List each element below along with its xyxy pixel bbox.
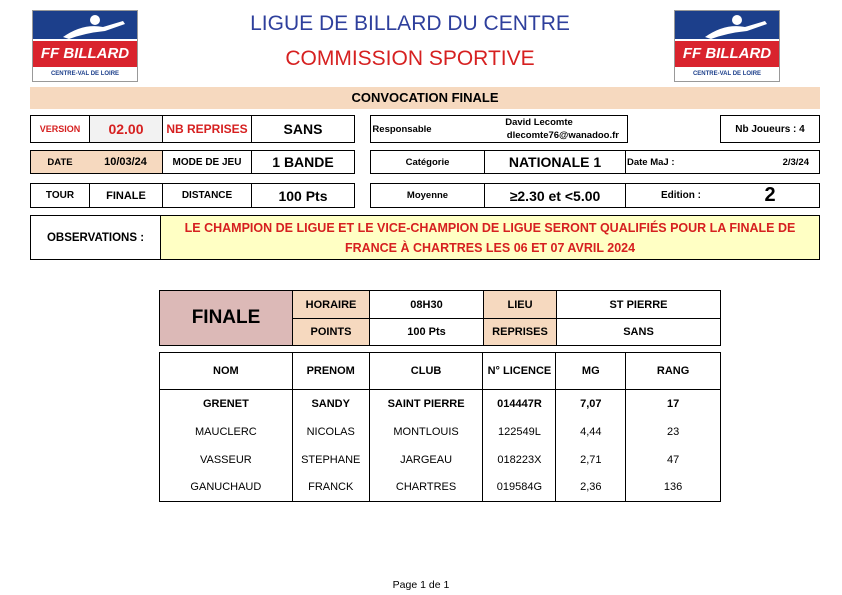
ffbillard-logo-right [674,10,780,82]
lieu-value: ST PIERRE [609,298,668,311]
nb-joueurs: Nb Joueurs : 4 [735,123,805,135]
results-header-row [160,353,721,390]
ffbillard-logo-left [32,10,138,82]
edition-label: Edition : [661,190,701,201]
logo-brand-text: FF BILLARD [675,41,779,67]
cell-rang: 136 [626,474,721,502]
cell-prenom: FRANCK [292,474,369,502]
cell-licence: 019584G [483,474,556,502]
cell-licence: 018223X [483,446,556,474]
cell-mg: 4,44 [556,418,626,446]
responsable-email: dlecomte76@wanadoo.fr [506,130,619,141]
cell-rang: 23 [626,418,721,446]
observations-text: LE CHAMPION DE LIGUE ET LE VICE-CHAMPION DE LIGUE SERONT QUALIFIÉS POUR LA FINALE DE FRANCE À CHARTRES LES 06 ET 07 AVRIL 2024 [161,216,819,259]
cell-mg: 7,07 [556,390,626,418]
moyenne-value: ≥2.30 et <5.00 [509,187,601,204]
lieu-label: LIEU [484,291,556,318]
logo-brand-text: FF BILLARD [33,41,137,67]
cell-club: SAINT PIERRE [369,390,483,418]
nb-reprises-value: SANS [283,121,323,137]
reprises-label: REPRISES [484,319,556,345]
categorie-label: Catégorie [405,156,450,168]
cell-club: JARGEAU [369,446,483,474]
cell-mg: 2,36 [556,474,626,502]
cell-club: MONTLOUIS [369,418,483,446]
observations-label: OBSERVATIONS : [46,231,145,244]
nb-joueurs-box [720,115,820,143]
table-row [160,418,721,446]
cell-nom: GRENET [160,390,293,418]
horaire-value: 08H30 [410,298,443,311]
finale-label: FINALE [160,291,292,345]
results-table [159,352,721,502]
moyenne-box [370,183,820,208]
column-header-rang: RANG [626,353,721,390]
commission-title: COMMISSION SPORTIVE [285,47,535,70]
cell-rang: 47 [626,446,721,474]
league-title: LIGUE DE BILLARD DU CENTRE [250,12,570,35]
cell-rang: 17 [626,390,721,418]
cell-nom: GANUCHAUD [160,474,293,502]
version-box [30,115,355,143]
date-box [30,150,355,174]
cell-prenom: STEPHANE [292,446,369,474]
reprises-value: SANS [623,326,654,338]
horaire-label: HORAIRE [293,291,369,318]
convocation-title: CONVOCATION FINALE [30,87,820,109]
cell-nom: VASSEUR [160,446,293,474]
finale-box [159,290,721,346]
column-header-prenom: PRENOM [292,353,369,390]
categorie-box [370,150,820,174]
mode-de-jeu-value: 1 BANDE [272,154,334,170]
column-header-licence: N° LICENCE [483,353,556,390]
tour-box [30,183,355,208]
distance-label: DISTANCE [181,190,233,201]
points-label: POINTS [293,319,369,345]
column-header-club: CLUB [369,353,483,390]
cell-prenom: NICOLAS [292,418,369,446]
table-row [160,390,721,418]
date-value: 10/03/24 [89,151,162,173]
responsable-label: Responsable [372,123,432,135]
version-label: VERSION [39,124,81,134]
edition-value: 2 [764,184,776,206]
responsable-name: David Lecomte [505,117,573,128]
moyenne-label: Moyenne [406,190,449,201]
billard-player-icon [33,11,137,39]
cell-prenom: SANDY [292,390,369,418]
table-row [160,474,721,502]
logo-region-text: CENTRE-VAL DE LOIRE [50,71,120,77]
responsable-box [370,115,628,143]
logo-region-text: CENTRE-VAL DE LOIRE [692,71,762,77]
cell-nom: MAUCLERC [160,418,293,446]
table-row [160,446,721,474]
date-maj-label: Date MaJ : [627,156,675,168]
date-label: DATE [31,151,89,173]
date-maj-value: 2/3/24 [782,156,809,168]
categorie-value: NATIONALE 1 [508,154,602,170]
points-value: 100 Pts [407,326,446,338]
cell-licence: 122549L [483,418,556,446]
distance-value: 100 Pts [278,187,328,204]
billard-player-icon [675,11,779,39]
tour-value: FINALE [106,189,146,202]
cell-club: CHARTRES [369,474,483,502]
column-header-nom: NOM [160,353,293,390]
column-header-mg: MG [556,353,626,390]
cell-mg: 2,71 [556,446,626,474]
version-value: 02.00 [90,116,162,142]
cell-licence: 014447R [483,390,556,418]
tour-label: TOUR [45,190,75,201]
observations-box [30,215,820,260]
page-number: Page 1 de 1 [392,579,450,591]
mode-de-jeu-label: MODE DE JEU [172,156,242,168]
nb-reprises-label: NB REPRISES [166,122,248,136]
